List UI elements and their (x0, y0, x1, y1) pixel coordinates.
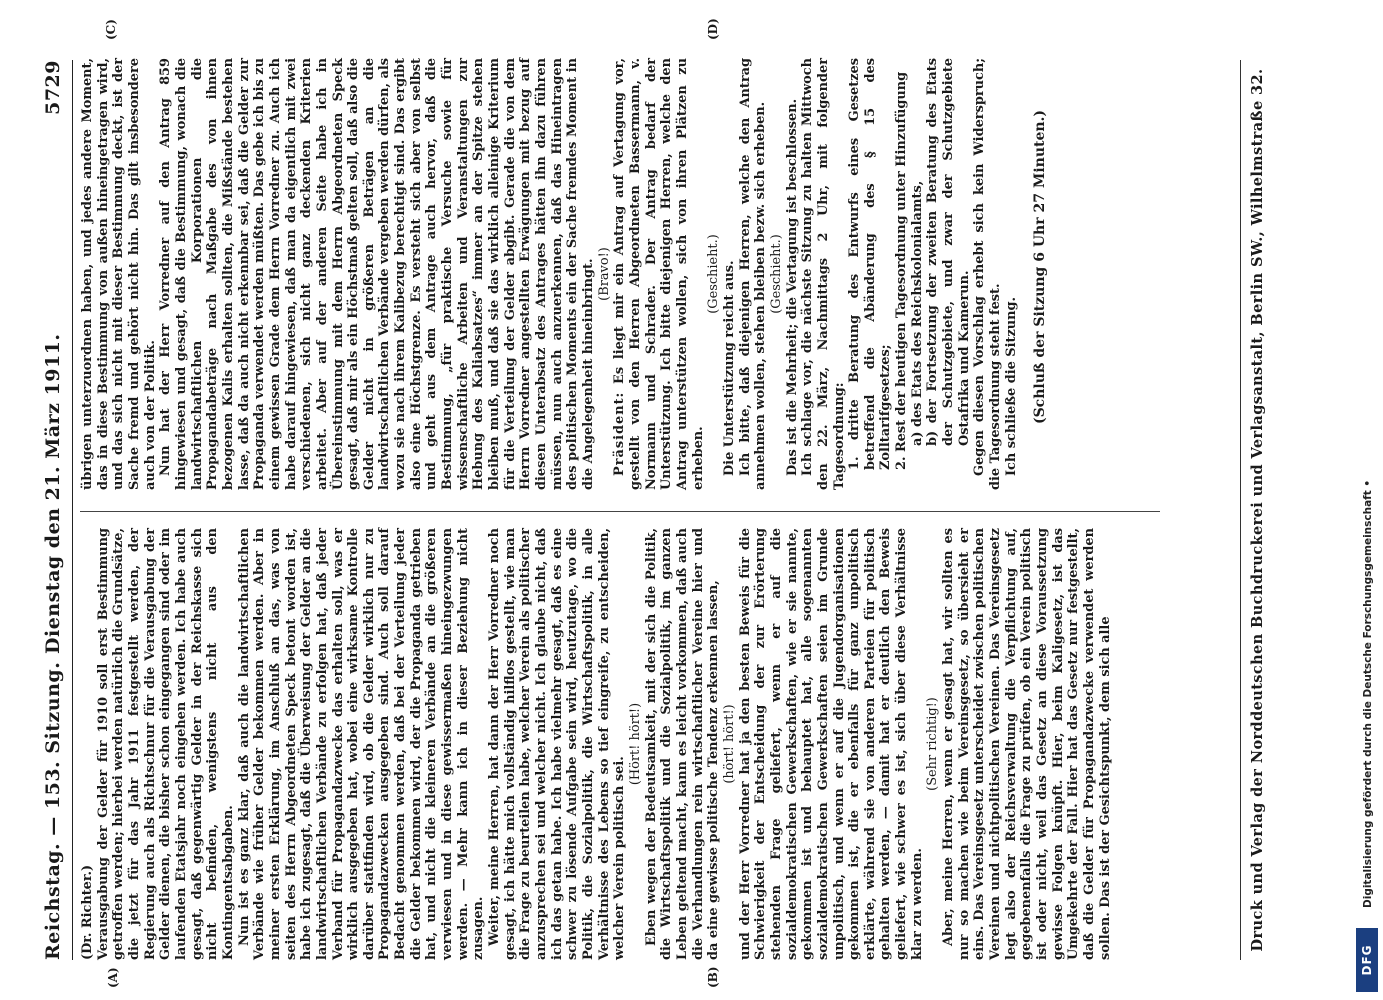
paragraph: Ich schlage vor, die nächste Sitzung zu halten Mittwoch den 22. März, Nachmittags 2 Uhr, mit folgender Tagesordnung: (800, 58, 847, 490)
paragraph-text: Es liegt mir ein Antrag auf Vertagung vor, gestellt von den Herren Abgeordneten Bassermann, v. Normann und Schrader. Der Antrag bedarf der Unterstützung. Ich bitte diejenigen Herren, welche den Antrag unterstützen wollen, sich von ihren Plätzen zu erheben. (612, 58, 706, 490)
speaker-label: Präsident: (612, 391, 628, 476)
paragraph (612, 58, 706, 490)
speaker-note: (Dr. Richter.) (80, 864, 95, 960)
paragraph: Verausgabung der Gelder für 1910 soll erst Bestimmung getroffen werden; hierbei werden natürlich die Grundsätze, die jetzt für das Jahr 1911 festgestellt werden, der Regierung auch als Richtschnur für die Verausgabung der Gelder dienen, die bisher schon eingegangen sind oder im laufenden Etatsjahr noch eingehen werden. Ich habe auch gesagt, daß gegenwärtig Gelder in der Reichskasse sich nicht befinden, wenigstens nicht aus den Kontingentsabgaben. (95, 528, 236, 960)
column-divider (80, 511, 1160, 512)
paragraph: Die Unterstützung reicht aus. (721, 260, 737, 476)
interjection: (Geschieht.) (768, 234, 784, 314)
margin-marker-d: (D) (706, 18, 720, 40)
dfg-logo: DFG (1356, 928, 1378, 992)
paragraph: Ich schließe die Sitzung. (1003, 296, 1019, 476)
margin-marker-b: (B) (706, 966, 720, 988)
paragraph: Ich bitte, daß diejenigen Herren, welche den Antrag annehmen wollen, stehen bleiben bezw. sich erheben. (737, 58, 769, 490)
interjection: (Bravo!) (596, 247, 612, 301)
margin-marker-c: (C) (104, 19, 118, 40)
margin-marker-a: (A) (106, 967, 120, 988)
paragraph: Nun hat der Herr Vorredner auf den Antrag 859 hingewiesen und gesagt, daß die Bestimmung, wonach die landwirtschaftlichen Korporationen die Propagandabeträge nach Maßgabe des von ihnen bezogenen Kalis erhalten sollten, die Mißstände bestehen lasse, daß da auch nicht erkennbar sei, daß die Gelder zur Propaganda verwendet werden müßten. Das gebe ich bis zu einem gewissen Grade dem Herrn Vorredner zu. Auch ich habe darauf hingewiesen, daß man da eigentlich mit zwei verschiedenen, sich nicht ganz deckenden Kriterien arbeitet. Aber auf der anderen Seite habe ich in Übereinstimmung mit dem Herrn Abgeordneten Speck gesagt, daß mir als ein Höchstmaß gelten soll, daß also die Gelder nicht in größeren Beträgen an die landwirtschaftlichen Verbände vergeben werden dürfen, als wozu sie nach ihrem Kalibezug berechtigt sind. Das ergibt also eine Höchstgrenze. Es versteht sich aber von selbst und geht aus dem Antrage auch hervor, daß die Bestimmung, „für praktische Versuche sowie für wissenschaftliche Arbeiten und Veranstaltungen zur Hebung des Kaliabsatzes“ immer an der Spitze stehen bleiben muß, und daß sie das wirklich alleinige Kriterium für die Verteilung der Gelder abgibt. Gerade die von dem Herrn Vorredner angestellten Erwägungen mit bezug auf diesen Unterabsatz des Antrages hätten ihn dazu führen müssen, nun auch anzuerkennen, daß das Hineintragen des politischen Moments ein der Sache fremdes Moment in die Angelegenheit hineinbringt. (158, 58, 596, 490)
left-column (80, 528, 1113, 960)
paragraph: Nun ist es ganz klar, daß auch die landwirtschaftlichen Verbände wie früher Gelder bekommen werden. Aber in meiner ersten Erklärung, im Anschluß an das, was von seiten des Herrn Abgeordneten Speck betont worden ist, habe ich zugesagt, daß die Überweisung der Gelder an die landwirtschaftlichen Verbände zu erfolgen hat, daß jeder Verband für Propagandazwecke das erhalten soll, was er wirklich ausgegeben hat, wobei eine wirksame Kontrolle darüber stattfinden wird, ob die Gelder wirklich nur zu Propagandazwecken ausgegeben sind. Auch soll darauf Bedacht genommen werden, daß bei der Verteilung jeder die Gelder bekommen wird, der die Propaganda getrieben hat, und nicht die kleineren Verbände an die größeren verwiesen und in diese gewissermaßen hineingezwungen werden. — Mehr kann ich in dieser Beziehung nicht zusagen. (236, 528, 487, 960)
paragraph: und der Herr Vorredner hat ja den besten Beweis für die Schwierigkeit der Entscheidung der zur Erörterung stehenden Frage geliefert, wenn er auf die sozialdemokratischen Gewerkschaften, wie er sie nannte, gekommen ist und behauptet hat, alle sogenannten sozialdemokratischen Gewerkschaften seien im Grunde unpolitisch, und wenn er auf die Jugendorganisationen gekommen ist, die er ebenfalls für ganz unpolitisch erklärte, während sie von anderen Parteien für politisch gehalten werden, — damit hat er deutlich den Beweis geliefert, wie schwer es ist, sich über diese Verhältnisse klar zu werden. (737, 528, 925, 960)
interjection: (hört! hört!) (721, 704, 737, 784)
interjection: (Hört! hört!) (627, 702, 643, 786)
page-header (38, 60, 73, 960)
session-closing: (Schluß der Sitzung 6 Uhr 27 Minuten.) (1032, 109, 1049, 425)
paragraph: Gegen diesen Vorschlag erhebt sich kein Widerspruch; die Tagesordnung steht fest. (972, 58, 1004, 490)
interjection: (Sehr richtig!) (925, 697, 941, 791)
header-date: Dienstag den 21. März 1911. (42, 333, 64, 654)
paragraph: Das ist die Mehrheit; die Vertagung ist beschlossen. (784, 98, 800, 476)
imprint-footer: Druck und Verlag der Norddeutschen Buchdruckerei und Verlagsanstalt, Berlin SW., Wilhelmstraße 32. (1240, 60, 1266, 960)
agenda-subitem: a) des Etats des Reichskolonialamts, (909, 180, 925, 446)
page-number: 5729 (42, 60, 64, 115)
paragraph: Aber, meine Herren, wenn er gesagt hat, wir sollten es nur so machen wie beim Vereinsgesetz, so übersieht er eins. Das Vereinsgesetz unterscheidet zwischen politischen Vereinen und nichtpolitischen Vereinen. Das Vereinsgesetz legt also der Reichsverwaltung die Verpflichtung auf, gegebenenfalls die Frage zu prüfen, ob ein Verein politisch ist oder nicht, weil das Gesetz an diese Voraussetzung gewisse Folgen knüpft. Hier, beim Kaligesetz, ist das Umgekehrte der Fall. Hier hat das Gesetz nur festgestellt, daß die Gelder für Propagandazwecke verwendet werden sollen. Das ist der Gesichtspunkt, dem sich alle (941, 528, 1113, 960)
interjection: (Geschieht.) (706, 234, 722, 314)
agenda-subitem: b) der Fortsetzung der zweiten Beratung des Etats der Schutzgebiete, und zwar der Schutzgebiete Ostafrika und Kamerun. (925, 58, 972, 446)
right-column (80, 58, 1049, 490)
paragraph: Weiter, meine Herren, hat dann der Herr Vorredner noch gesagt, ich hätte mich vollständig hilflos gestellt, wie man die Frage zu beurteilen habe, welcher Verein als politischer anzusprechen sei und welcher nicht. Ich glaube nicht, daß ich das getan habe. Ich habe vielmehr gesagt, daß es eine schwer zu lösende Aufgabe sein wird, heutzutage, wo die Politik, die Sozialpolitik, die Wirtschaftspolitik, in alle Verhältnisse des Lebens so tief eingreife, zu entscheiden, welcher Verein politisch sei. (487, 528, 628, 960)
agenda-item: 2. Rest der heutigen Tagesordnung unter Hinzufügung (894, 71, 910, 470)
header-left: Reichstag. — 153. Sitzung. (42, 661, 64, 960)
agenda-item: 1. dritte Beratung des Entwurfs eines Gesetzes betreffend die Abänderung des § 15 des Zolltarifgesetzes; (847, 58, 894, 470)
digitization-note: Digitalisierung gefördert durch die Deutsche Forschungsgemeinschaft • (1362, 479, 1374, 908)
paragraph: Eben wegen der Bedeutsamkeit, mit der sich die Politik, die Wirtschaftspolitik und die Sozialpolitik, im ganzen Leben geltend macht, kann es leicht vorkommen, daß auch die Verhandlungen rein wirtschaftlicher Vereine hier und da eine gewisse politische Tendenz erkennen lassen, (643, 528, 722, 960)
paragraph: übrigen unterzuordnen haben, und jedes andere Moment, das in diese Bestimmung von außen hineingetragen wird, und das sich nicht mit dieser Bestimmung deckt, ist der Sache fremd und gehört nicht hin. Das gilt insbesondere auch von der Politik. (80, 58, 158, 490)
